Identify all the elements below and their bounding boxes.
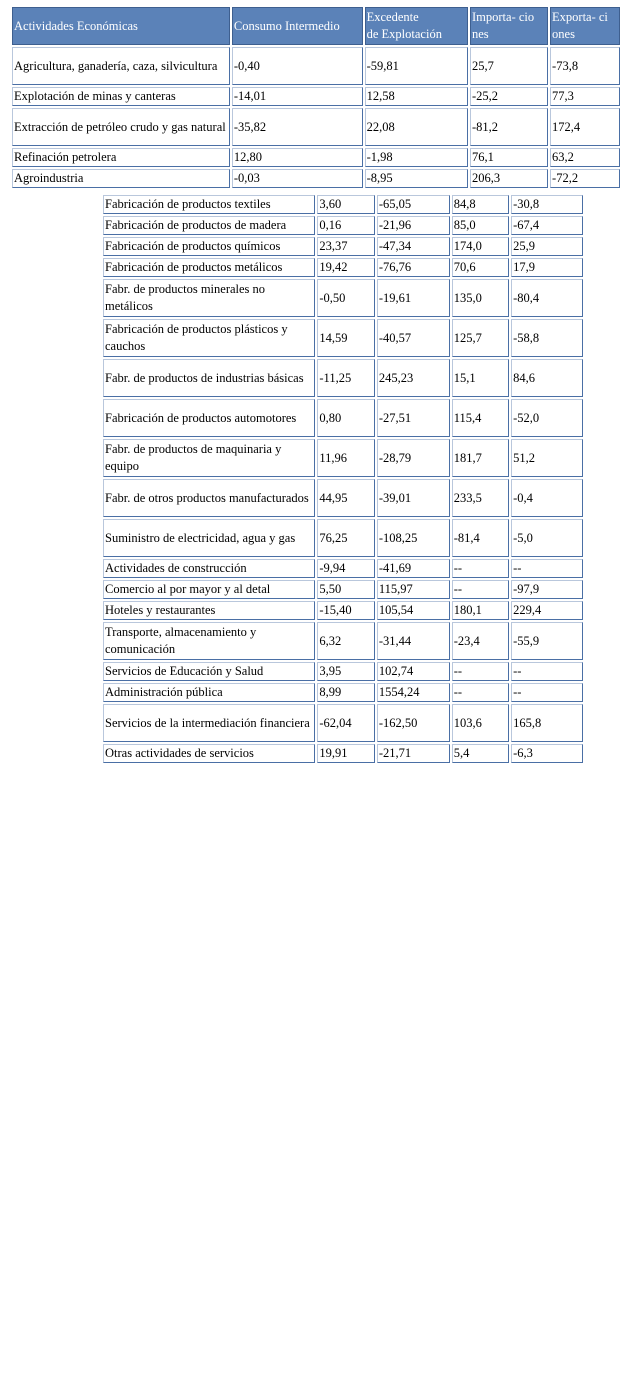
- cell-importaciones: 174,0: [452, 237, 509, 256]
- table-row: [103, 704, 583, 742]
- cell-importaciones: -23,4: [452, 622, 509, 660]
- cell-importaciones: -81,4: [452, 519, 509, 557]
- cell-excedente: 12,58: [365, 87, 468, 106]
- cell-activity: Otras actividades de servicios: [103, 744, 315, 763]
- cell-importaciones: 181,7: [452, 439, 509, 477]
- cell-exportaciones: -97,9: [511, 580, 583, 599]
- cell-importaciones: --: [452, 580, 509, 599]
- cell-importaciones: 125,7: [452, 319, 509, 357]
- table-row: [103, 662, 583, 681]
- cell-excedente: -21,96: [377, 216, 450, 235]
- table-row: [103, 580, 583, 599]
- cell-importaciones: --: [452, 662, 509, 681]
- cell-excedente: 102,74: [377, 662, 450, 681]
- cell-consumo: 19,42: [317, 258, 374, 277]
- table-row: [12, 47, 620, 85]
- cell-consumo: 8,99: [317, 683, 374, 702]
- cell-excedente: -28,79: [377, 439, 450, 477]
- cell-activity: Fabricación de productos textiles: [103, 195, 315, 214]
- header-excedente-line1: Excedente: [366, 10, 419, 24]
- header-exporta-line2: ones: [552, 27, 575, 41]
- cell-excedente: -21,71: [377, 744, 450, 763]
- cell-importaciones: --: [452, 559, 509, 578]
- cell-consumo: 0,16: [317, 216, 374, 235]
- economic-table-continuation: [101, 193, 585, 765]
- cell-importaciones: 85,0: [452, 216, 509, 235]
- cell-exportaciones: 63,2: [550, 148, 620, 167]
- cell-excedente: 22,08: [365, 108, 468, 146]
- cell-exportaciones: -73,8: [550, 47, 620, 85]
- cell-consumo: -0,50: [317, 279, 374, 317]
- cell-consumo: 23,37: [317, 237, 374, 256]
- cell-importaciones: 25,7: [470, 47, 548, 85]
- cell-exportaciones: 172,4: [550, 108, 620, 146]
- cell-exportaciones: -55,9: [511, 622, 583, 660]
- cell-activity: Explotación de minas y canteras: [12, 87, 230, 106]
- cell-exportaciones: -52,0: [511, 399, 583, 437]
- table-row: [103, 439, 583, 477]
- table-row: [103, 237, 583, 256]
- cell-activity: Fabr. de otros productos manufacturados: [103, 479, 315, 517]
- table-row: [12, 108, 620, 146]
- cell-importaciones: 15,1: [452, 359, 509, 397]
- cell-consumo: 76,25: [317, 519, 374, 557]
- cell-consumo: 11,96: [317, 439, 374, 477]
- cell-importaciones: 5,4: [452, 744, 509, 763]
- cell-exportaciones: -5,0: [511, 519, 583, 557]
- table-row: [103, 519, 583, 557]
- cell-activity: Fabr. de productos de industrias básicas: [103, 359, 315, 397]
- cell-excedente: 1554,24: [377, 683, 450, 702]
- cell-consumo: -35,82: [232, 108, 363, 146]
- header-exporta-line1: Exporta- ci: [552, 10, 608, 24]
- header-exportaciones: [550, 7, 620, 45]
- header-consumo: Consumo Intermedio: [232, 7, 363, 45]
- cell-activity: Fabr. de productos de maquinaria y equipo: [103, 439, 315, 477]
- cell-exportaciones: -6,3: [511, 744, 583, 763]
- cell-exportaciones: 84,6: [511, 359, 583, 397]
- table-row: [103, 683, 583, 702]
- cell-importaciones: 135,0: [452, 279, 509, 317]
- cell-excedente: -76,76: [377, 258, 450, 277]
- cell-importaciones: -25,2: [470, 87, 548, 106]
- cell-consumo: 3,95: [317, 662, 374, 681]
- cell-excedente: -108,25: [377, 519, 450, 557]
- cell-excedente: -19,61: [377, 279, 450, 317]
- cell-excedente: -1,98: [365, 148, 468, 167]
- cell-excedente: -39,01: [377, 479, 450, 517]
- cell-consumo: -0,03: [232, 169, 363, 188]
- cell-excedente: 105,54: [377, 601, 450, 620]
- cell-consumo: -9,94: [317, 559, 374, 578]
- cell-exportaciones: -30,8: [511, 195, 583, 214]
- cell-excedente: -162,50: [377, 704, 450, 742]
- cell-importaciones: --: [452, 683, 509, 702]
- cell-excedente: -27,51: [377, 399, 450, 437]
- table-row: [103, 258, 583, 277]
- table-row: [103, 622, 583, 660]
- cell-consumo: -11,25: [317, 359, 374, 397]
- table-row: [103, 744, 583, 763]
- header-excedente-line2: de Explotación: [366, 27, 442, 41]
- cell-consumo: 3,60: [317, 195, 374, 214]
- cell-excedente: -8,95: [365, 169, 468, 188]
- cell-activity: Servicios de Educación y Salud: [103, 662, 315, 681]
- cell-consumo: 19,91: [317, 744, 374, 763]
- economic-table-top: [10, 5, 622, 190]
- cell-activity: Transporte, almacenamiento y comunicación: [103, 622, 315, 660]
- cell-excedente: -31,44: [377, 622, 450, 660]
- cell-exportaciones: --: [511, 662, 583, 681]
- cell-exportaciones: -67,4: [511, 216, 583, 235]
- cell-consumo: -62,04: [317, 704, 374, 742]
- header-activity: Actividades Económicas: [12, 7, 230, 45]
- header-importa-line1: Importa- cio: [472, 10, 535, 24]
- cell-exportaciones: -80,4: [511, 279, 583, 317]
- cell-importaciones: 115,4: [452, 399, 509, 437]
- cell-consumo: 12,80: [232, 148, 363, 167]
- table-row: [103, 279, 583, 317]
- cell-activity: Actividades de construcción: [103, 559, 315, 578]
- cell-consumo: 0,80: [317, 399, 374, 437]
- cell-consumo: -14,01: [232, 87, 363, 106]
- cell-activity: Extracción de petróleo crudo y gas natural: [12, 108, 230, 146]
- cell-activity: Servicios de la intermediación financiera: [103, 704, 315, 742]
- cell-exportaciones: -0,4: [511, 479, 583, 517]
- cell-consumo: 5,50: [317, 580, 374, 599]
- table-row: [103, 216, 583, 235]
- table-header-row: [12, 7, 620, 45]
- cell-consumo: -0,40: [232, 47, 363, 85]
- table-row: [103, 359, 583, 397]
- cell-importaciones: 206,3: [470, 169, 548, 188]
- header-importaciones: [470, 7, 548, 45]
- cell-importaciones: 180,1: [452, 601, 509, 620]
- cell-excedente: -65,05: [377, 195, 450, 214]
- cell-exportaciones: -58,8: [511, 319, 583, 357]
- cell-excedente: 115,97: [377, 580, 450, 599]
- cell-activity: Refinación petrolera: [12, 148, 230, 167]
- cell-consumo: 44,95: [317, 479, 374, 517]
- cell-importaciones: 103,6: [452, 704, 509, 742]
- cell-activity: Agroindustria: [12, 169, 230, 188]
- table-row: [103, 319, 583, 357]
- cell-exportaciones: 229,4: [511, 601, 583, 620]
- cell-excedente: -40,57: [377, 319, 450, 357]
- cell-exportaciones: 25,9: [511, 237, 583, 256]
- cell-activity: Fabricación de productos automotores: [103, 399, 315, 437]
- header-excedente: [365, 7, 468, 45]
- cell-exportaciones: --: [511, 683, 583, 702]
- cell-activity: Fabricación de productos plásticos y cauchos: [103, 319, 315, 357]
- cell-activity: Fabr. de productos minerales no metálicos: [103, 279, 315, 317]
- cell-activity: Fabricación de productos de madera: [103, 216, 315, 235]
- cell-activity: Agricultura, ganadería, caza, silvicultura: [12, 47, 230, 85]
- table-row: [103, 601, 583, 620]
- cell-excedente: -41,69: [377, 559, 450, 578]
- cell-exportaciones: 165,8: [511, 704, 583, 742]
- cell-activity: Fabricación de productos metálicos: [103, 258, 315, 277]
- cell-consumo: 6,32: [317, 622, 374, 660]
- cell-activity: Comercio al por mayor y al detal: [103, 580, 315, 599]
- cell-exportaciones: --: [511, 559, 583, 578]
- cell-excedente: -59,81: [365, 47, 468, 85]
- cell-exportaciones: 51,2: [511, 439, 583, 477]
- cell-activity: Administración pública: [103, 683, 315, 702]
- cell-importaciones: -81,2: [470, 108, 548, 146]
- cell-excedente: 245,23: [377, 359, 450, 397]
- cell-activity: Fabricación de productos químicos: [103, 237, 315, 256]
- cell-exportaciones: 77,3: [550, 87, 620, 106]
- cell-importaciones: 84,8: [452, 195, 509, 214]
- header-importa-line2: nes: [472, 27, 489, 41]
- cell-exportaciones: -72,2: [550, 169, 620, 188]
- table-row: [12, 169, 620, 188]
- cell-activity: Hoteles y restaurantes: [103, 601, 315, 620]
- table-row: [103, 559, 583, 578]
- table-row: [12, 148, 620, 167]
- table-row: [103, 195, 583, 214]
- cell-excedente: -47,34: [377, 237, 450, 256]
- table-row: [103, 479, 583, 517]
- cell-importaciones: 76,1: [470, 148, 548, 167]
- cell-consumo: 14,59: [317, 319, 374, 357]
- cell-exportaciones: 17,9: [511, 258, 583, 277]
- table-row: [12, 87, 620, 106]
- table-row: [103, 399, 583, 437]
- cell-activity: Suministro de electricidad, agua y gas: [103, 519, 315, 557]
- cell-consumo: -15,40: [317, 601, 374, 620]
- cell-importaciones: 233,5: [452, 479, 509, 517]
- cell-importaciones: 70,6: [452, 258, 509, 277]
